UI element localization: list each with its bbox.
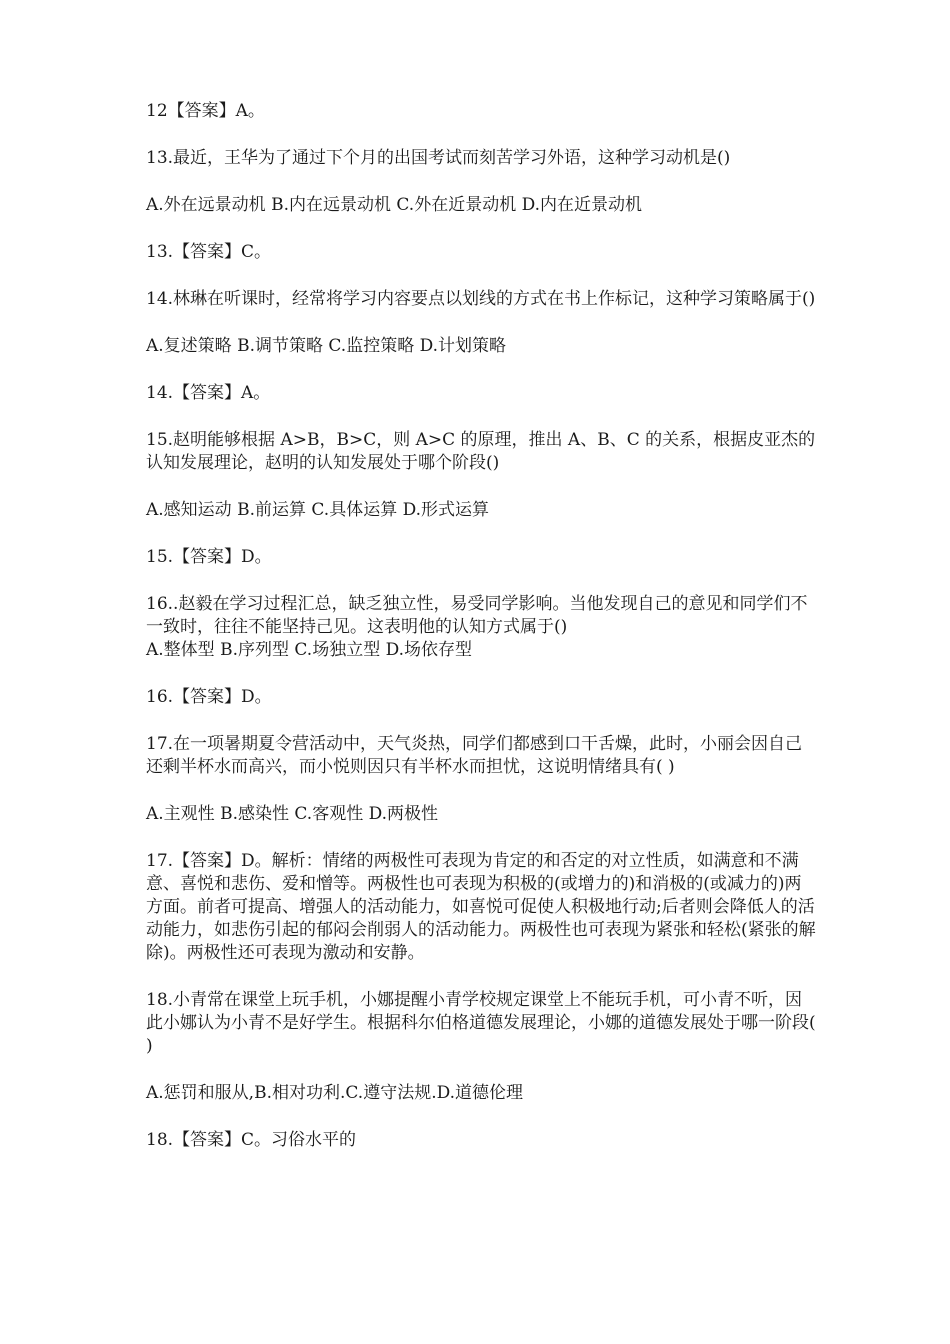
- answer-18: 18.【答案】C。习俗水平的: [146, 1130, 357, 1150]
- document-body: [146, 100, 822, 1176]
- answer-13: 13.【答案】C。: [146, 242, 272, 262]
- answer-12: 12【答案】A。: [146, 101, 265, 121]
- question-16: 16..赵毅在学习过程汇总，缺乏独立性，易受同学影响。当他发现自己的意见和同学们不一致时，往往不能坚持己见。这表明他的认知方式属于(): [146, 594, 808, 637]
- options-14: A.复述策略 B.调节策略 C.监控策略 D.计划策略: [146, 336, 507, 356]
- question-15: 15.赵明能够根据 A>B，B>C，则 A>C 的原理，推出 A、B、C 的关系，根据皮亚杰的认知发展理论，赵明的认知发展处于哪个阶段(): [146, 430, 816, 473]
- question-14: 14.林琳在听课时，经常将学习内容要点以划线的方式在书上作标记，这种学习策略属于(): [146, 289, 816, 309]
- answer-17: 17.【答案】D。解析：情绪的两极性可表现为肯定的和否定的对立性质，如满意和不满意、喜悦和悲伤、爱和憎等。两极性也可表现为积极的(或增力的)和消极的(或减力的)两方面。前者可提高、增强人的活动能力，如喜悦可促使人积极地行动;后者则会降低人的活动能力，如悲伤引起的郁闷会削弱人的活动能力。两极性也可表现为紧张和轻松(紧张的解除)。两极性还可表现为激动和安静。: [146, 851, 816, 963]
- answer-14: 14.【答案】A。: [146, 383, 271, 403]
- options-16: A.整体型 B.序列型 C.场独立型 D.场依存型: [146, 640, 473, 660]
- options-15: A.感知运动 B.前运算 C.具体运算 D.形式运算: [146, 500, 490, 520]
- answer-15: 15.【答案】D。: [146, 547, 272, 567]
- options-17: A.主观性 B.感染性 C.客观性 D.两极性: [146, 804, 439, 824]
- question-18: 18.小青常在课堂上玩手机，小娜提醒小青学校规定课堂上不能玩手机，可小青不听，因此小娜认为小青不是好学生。根据科尔伯格道德发展理论，小娜的道德发展处于哪一阶段( ): [146, 990, 822, 1056]
- options-13: A.外在远景动机 B.内在远景动机 C.外在近景动机 D.内在近景动机: [146, 195, 643, 215]
- question-13: 13.最近，王华为了通过下个月的出国考试而刻苦学习外语，这种学习动机是(): [146, 148, 731, 168]
- options-18: A.惩罚和服从,B.相对功利.C.遵守法规.D.道德伦理: [146, 1083, 524, 1103]
- question-17: 17.在一项暑期夏令营活动中，天气炎热，同学们都感到口干舌燥，此时，小丽会因自己还剩半杯水而高兴，而小悦则因只有半杯水而担忧，这说明情绪具有( ): [146, 734, 803, 777]
- answer-16: 16.【答案】D。: [146, 687, 272, 707]
